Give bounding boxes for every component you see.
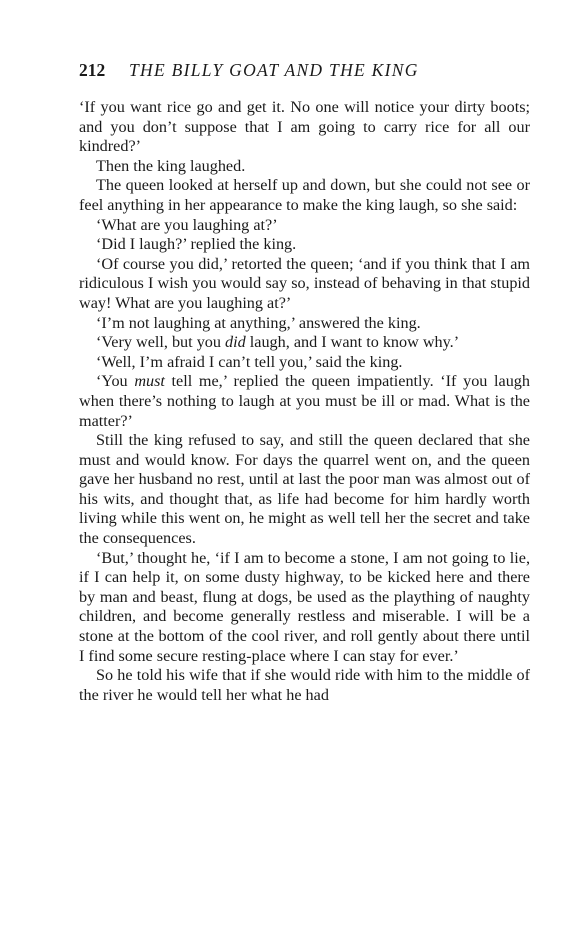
body-text bbox=[79, 98, 530, 705]
text-run: So he told his wife that if she would ride with him to the middle of the river he would tell her what he had bbox=[79, 666, 530, 704]
paragraph bbox=[79, 157, 530, 177]
paragraph bbox=[79, 216, 530, 236]
text-run: ‘What are you laughing at?’ bbox=[96, 215, 278, 234]
text-run: ‘Of course you did,’ retorted the queen; ‘and if you think that I am ridiculous I wish you would say so, instead of behaving in that stupid way! What are you laughing at?’ bbox=[79, 254, 530, 312]
paragraph bbox=[79, 314, 530, 334]
book-page bbox=[79, 56, 530, 705]
text-run: ‘If you want rice go and get it. No one will notice your dirty boots; and you don’t suppose that I am going to carry rice for all our kindred?’ bbox=[79, 98, 530, 156]
paragraph bbox=[79, 372, 530, 431]
running-head bbox=[79, 56, 530, 84]
page-number: 212 bbox=[79, 60, 106, 80]
text-run: ‘Very well, but you bbox=[96, 333, 226, 352]
paragraph bbox=[79, 98, 530, 157]
paragraph bbox=[79, 255, 530, 314]
paragraph bbox=[79, 431, 530, 549]
text-run: ‘You bbox=[96, 372, 135, 391]
paragraph bbox=[79, 235, 530, 255]
text-run: ‘But,’ thought he, ‘if I am to become a stone, I am not going to lie, if I can help it, on some dusty highway, to be kicked here and there by man and beast, flung at dogs, be used as the plaything of naughty children, and become generally restless and miserable. I will be a stone at the bottom of the cool river, and roll gently about there until I find some secure resting-place where I can stay for ever.’ bbox=[79, 548, 530, 665]
paragraph bbox=[79, 333, 530, 353]
text-run: ‘Did I laugh?’ replied the king. bbox=[96, 235, 297, 254]
paragraph bbox=[79, 549, 530, 667]
emphasized-text: must bbox=[134, 372, 165, 391]
text-run: ‘Well, I’m afraid I can’t tell you,’ said the king. bbox=[96, 352, 403, 371]
text-run: laugh, and I want to know why.’ bbox=[245, 333, 460, 352]
running-title: THE BILLY GOAT AND THE KING bbox=[129, 60, 419, 80]
paragraph bbox=[79, 353, 530, 373]
emphasized-text: did bbox=[225, 333, 246, 352]
text-run: ‘I’m not laughing at anything,’ answered the king. bbox=[96, 313, 421, 332]
paragraph bbox=[79, 666, 530, 705]
text-run: Still the king refused to say, and still the queen declared that she must and would know. For days the quarrel went on, and the queen gave her husband no rest, until at last the poor man was almost out of his wits, and thought that, as life had become for him hardly worth living while this went on, he might as well tell her the secret and take the consequences. bbox=[79, 431, 530, 548]
paragraph bbox=[79, 176, 530, 215]
text-run: Then the king laughed. bbox=[96, 156, 246, 175]
text-run: tell me,’ replied the queen impatiently. ‘If you laugh when there’s nothing to laugh at you must be ill or mad. What is the matter?’ bbox=[79, 372, 530, 430]
text-run: The queen looked at herself up and down, but she could not see or feel anything in her appearance to make the king laugh, so she said: bbox=[79, 176, 530, 214]
